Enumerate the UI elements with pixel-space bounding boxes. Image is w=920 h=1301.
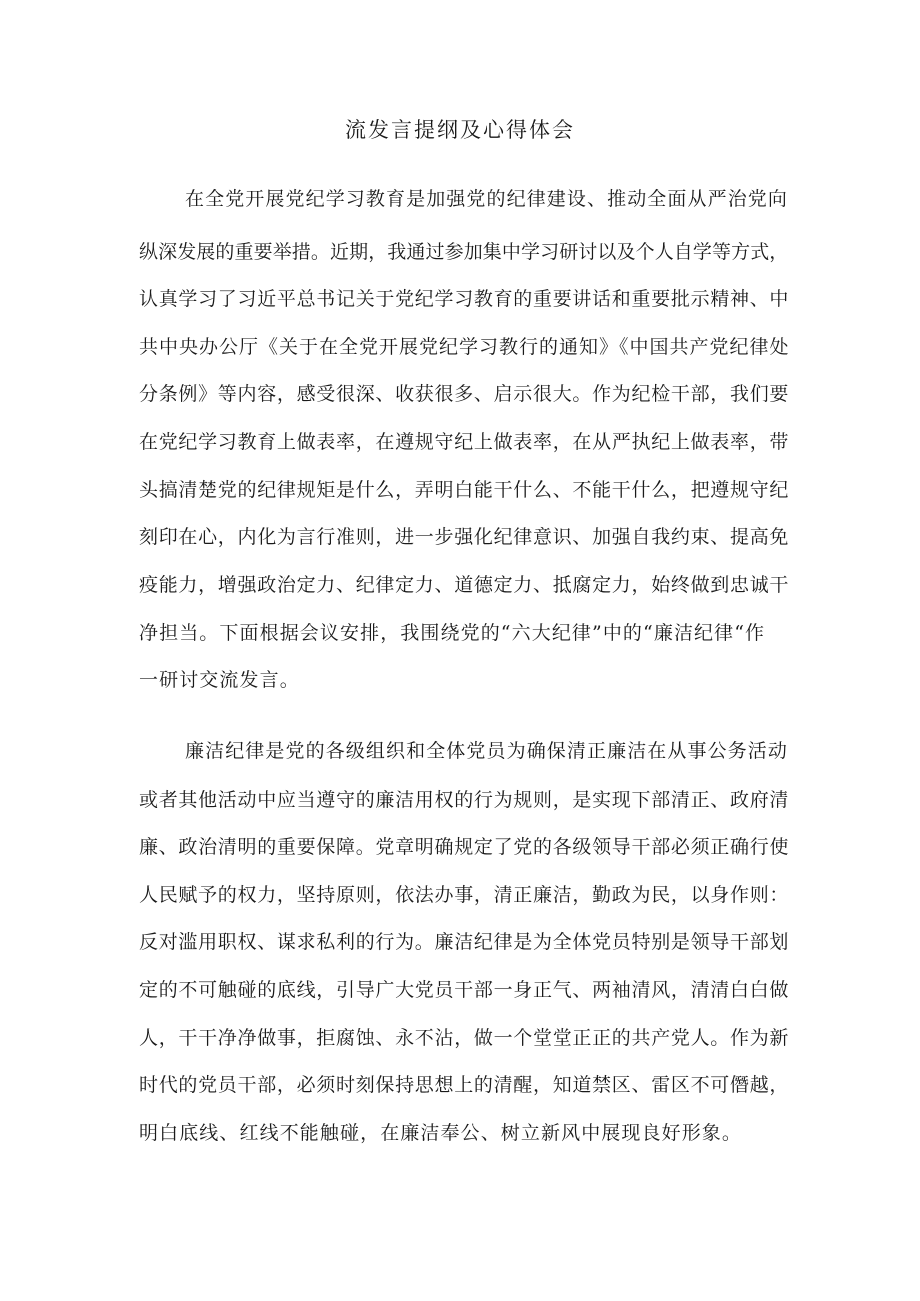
paragraph-1-line-10: 净担当。下面根据会议安排，我围绕党的“六大纪律”中的“廉洁纪律“作 <box>139 622 766 644</box>
paragraph-1-line-7: 头搞清楚党的纪律规矩是什么，弄明白能干什么、不能干什么，把遵规守纪 <box>139 479 790 501</box>
paragraph-2-line-6: 定的不可触碰的底线，引导广大党员干部一身正气、两袖清风，清清白白做 <box>139 979 790 1001</box>
paragraph-2-line-3: 廉、政治清明的重要保障。党章明确规定了党的各级领导干部必须正确行使 <box>139 836 790 858</box>
paragraph-1-line-11: 一研讨交流发言。 <box>139 669 300 691</box>
paragraph-1-line-2: 纵深发展的重要举措。近期，我通过参加集中学习研讨以及个人自学等方式， <box>139 241 789 263</box>
paragraph-1-line-6: 在党纪学习教育上做表率，在遵规守纪上做表率，在从严执纪上做表率，带 <box>139 431 790 453</box>
document-title: 流发言提纲及心得体会 <box>345 118 575 142</box>
paragraph-1-line-4: 共中央办公厅《关于在全党开展党纪学习教行的通知》《中国共产党纪律处 <box>139 336 790 358</box>
paragraph-2-line-7: 人，干干净净做事，拒腐蚀、永不沾，做一个堂堂正正的共产党人。作为新 <box>139 1027 790 1049</box>
paragraph-1-line-9: 疫能力，增强政治定力、纪律定力、道德定力、抵腐定力，始终做到忠诚干 <box>139 574 790 596</box>
paragraph-2-line-4: 人民赋予的权力，坚持原则，依法办事，清正廉洁，勤政为民，以身作则： <box>139 884 790 906</box>
paragraph-1-line-1: 在全党开展党纪学习教育是加强党的纪律建设、推动全面从严治党向 <box>185 188 789 210</box>
paragraph-2-line-9: 明白底线、红线不能触碰，在廉洁奉公、树立新风中展现良好形象。 <box>139 1122 743 1144</box>
paragraph-2-line-2: 或者其他活动中应当遵守的廉洁用权的行为规则，是实现下部清正、政府清 <box>139 789 790 811</box>
paragraph-1-line-8: 刻印在心，内化为言行准则，进一步强化纪律意识、加强自我约束、提高免 <box>139 526 790 548</box>
paragraph-2-line-5: 反对滥用职权、谋求私利的行为。廉洁纪律是为全体党员特别是领导干部划 <box>139 931 790 953</box>
paragraph-1-line-5: 分条例》等内容，感受很深、收获很多、启示很大。作为纪检干部，我们要 <box>139 383 790 405</box>
paragraph-1-line-3: 认真学习了习近平总书记关于党纪学习教育的重要讲话和重要批示精神、中 <box>139 288 790 310</box>
paragraph-2-line-8: 时代的党员干部，必须时刻保持思想上的清醒，知道禁区、雷区不可僭越， <box>139 1074 790 1096</box>
paragraph-2-line-1: 廉洁纪律是党的各级组织和全体党员为确保清正廉洁在从事公务活动 <box>185 740 789 762</box>
